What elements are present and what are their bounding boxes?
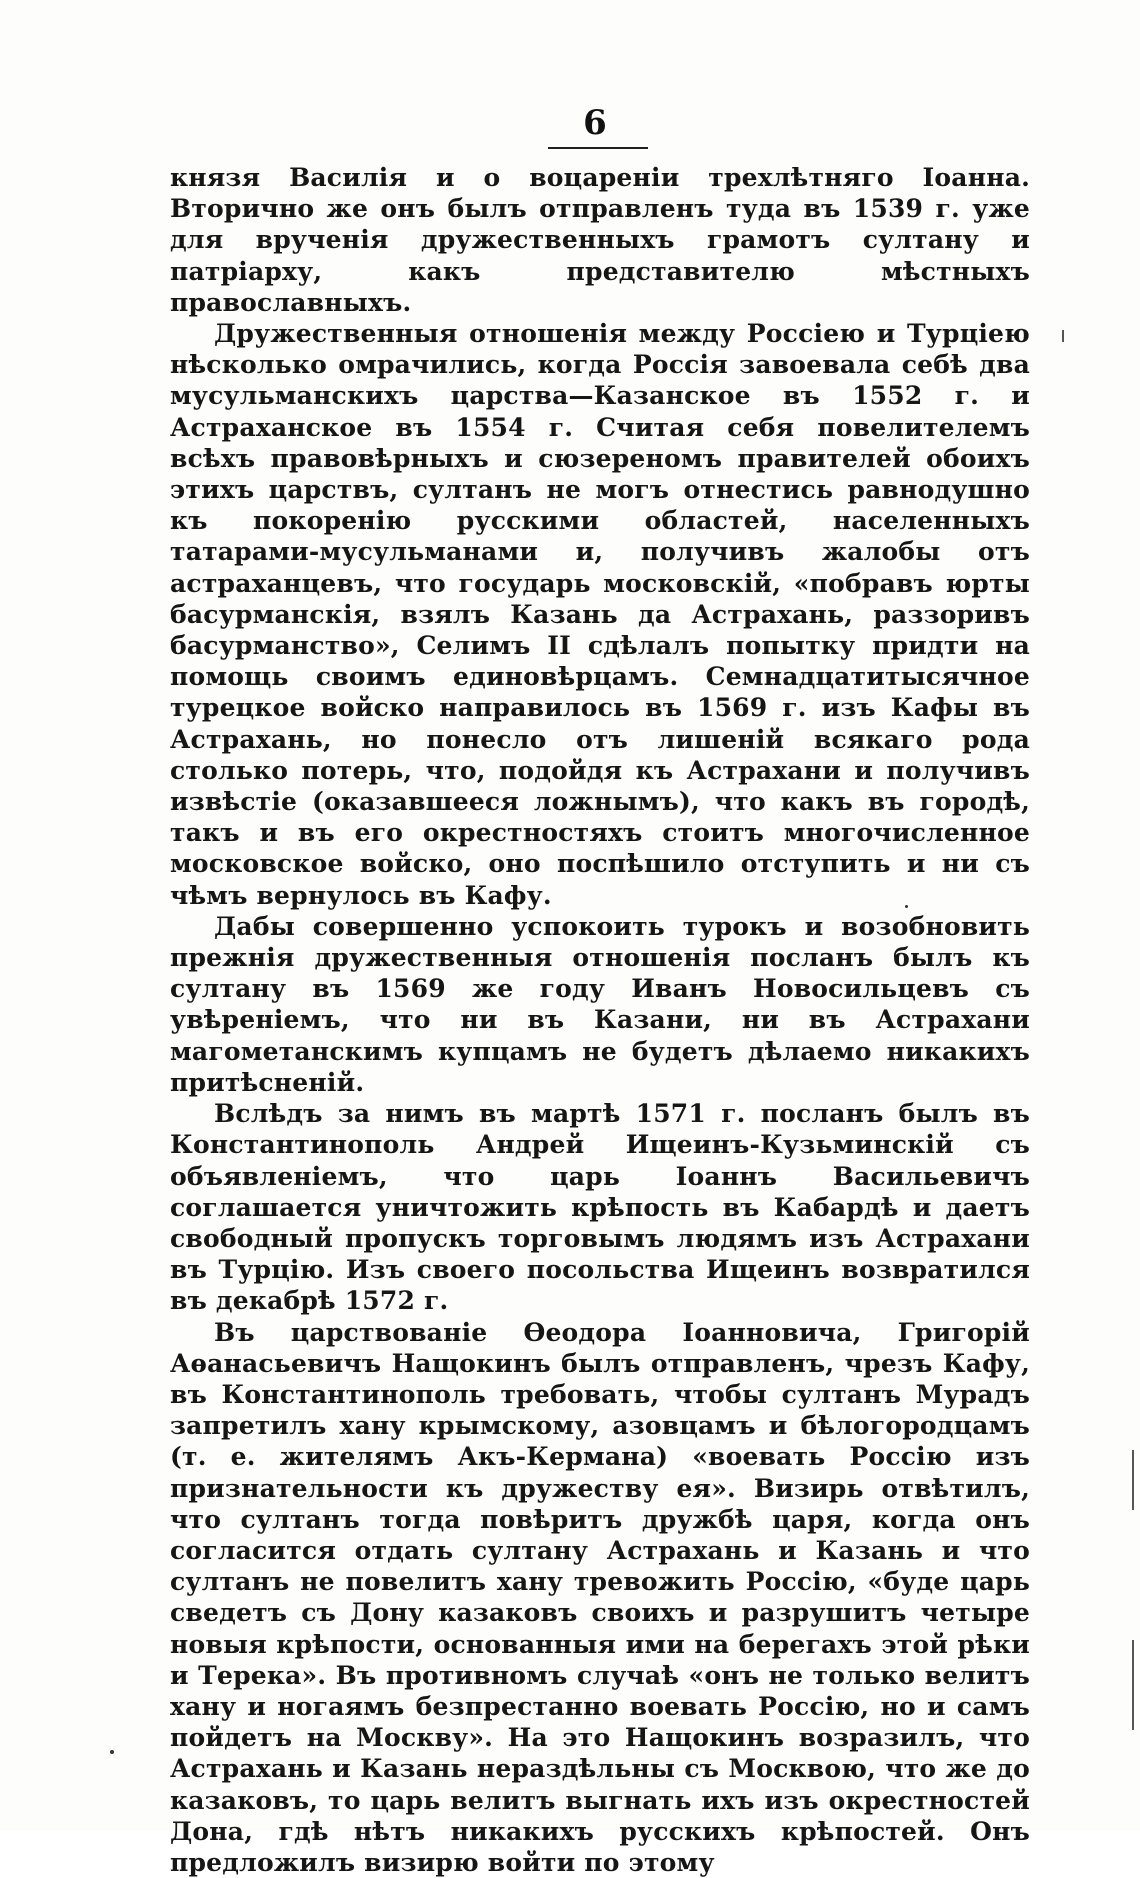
page-number: 6 [583,103,607,143]
body-text [170,162,1030,1878]
paragraph-3: Дабы совершенно успокоить турокъ и возобновить прежнія дружественныя отношенія посланъ былъ къ султану въ 1569 же году Иванъ Новосильцевъ съ увѣреніемъ, что ни въ Казани, ни въ Астрахани магометанскимъ купцамъ не будетъ дѣлаемо никакихъ притѣсненій. [170,911,1030,1097]
paragraph-4: Вслѣдъ за нимъ въ мартѣ 1571 г. посланъ былъ въ Константинополь Андрей Ищеинъ-Кузьминскій съ объявленіемъ, что царь Іоаннъ Васильевичъ соглашается уничтожить крѣпость въ Кабардѣ и даетъ свободный пропускъ торговымъ людямъ изъ Астрахани въ Турцію. Изъ своего посольства Ищеинъ возвратился въ декабрѣ 1572 г. [170,1099,1030,1316]
scan-edge-mark [1132,1450,1134,1510]
scan-edge-mark [1062,330,1064,342]
paragraph-1: князя Василія и о воцареніи трехлѣтняго Іоанна. Вторично же онъ былъ отправленъ туда въ 1539 г. уже для врученія дружественныхъ грамотъ султану и патріарху, какъ представителю мѣстныхъ православныхъ. [170,163,1030,317]
scan-speck [905,905,908,908]
paragraph-5: Въ царствованіе Ѳеодора Іоанновича, Григорій Аѳанасьевичъ Нащокинъ былъ отправленъ, чрезъ Кафу, въ Константинополь требовать, чтобы султанъ Мурадъ запретилъ хану крымскому, азовцамъ и бѣлогородцамъ (т. е. жителямъ Акъ-Кермана) «воевать Россію изъ признательности къ дружеству ея». Визирь отвѣтилъ, что султанъ тогда повѣритъ дружбѣ царя, когда онъ согласится отдать султану Астрахань и Казань и что султанъ не повелитъ хану тревожить Россію, «буде царь сведетъ съ Дону казаковъ своихъ и разрушитъ четыре новыя крѣпости, основанныя ими на берегахъ этой рѣки и Терека». Въ противномъ случаѣ «онъ не только велитъ хану и ногаямъ безпрестанно воевать Россію, но и самъ пойдетъ на Москву». На это Нащокинъ возразилъ, что Астрахань и Казань нераздѣльны съ Москвою, что же до казаковъ, то царь велитъ выгнать ихъ изъ окрестностей Дона, гдѣ нѣтъ никакихъ русскихъ крѣпостей. Онъ предложилъ визирю войти по этому [170,1317,1030,1877]
paragraph-2: Дружественныя отношенія между Россіею и Турціею нѣсколько омрачились, когда Россія завоевала себѣ два мусульманскихъ царства—Казанское въ 1552 г. и Астраханское въ 1554 г. Считая себя повелителемъ всѣхъ правовѣрныхъ и сюзереномъ правителей обоихъ этихъ царствъ, султанъ не могъ отнестись равнодушно къ покоренію русскими областей, населенныхъ татарами-мусульманами и, получивъ жалобы отъ астраханцевъ, что государь московскій, «побравъ юрты басурманскія, взялъ Казань да Астрахань, раззоривъ басурманство», Селимъ II сдѣлалъ попытку придти на помощь своимъ единовѣрцамъ. Семнадцатитысячное турецкое войско направилось въ 1569 г. изъ Кафы въ Астрахань, но понесло отъ лишеній всякаго рода столько потерь, что, подойдя къ Астрахани и получивъ извѣстіе (оказавшееся ложнымъ), что какъ въ городѣ, такъ и въ его окрестностяхъ стоитъ многочисленное московское войско, оно поспѣшило отступить и ни съ чѣмъ вернулось въ Кафу. [170,319,1030,910]
scan-speck [110,1750,114,1754]
page-number-rule [548,147,648,149]
scan-edge-mark [1132,1640,1134,1730]
